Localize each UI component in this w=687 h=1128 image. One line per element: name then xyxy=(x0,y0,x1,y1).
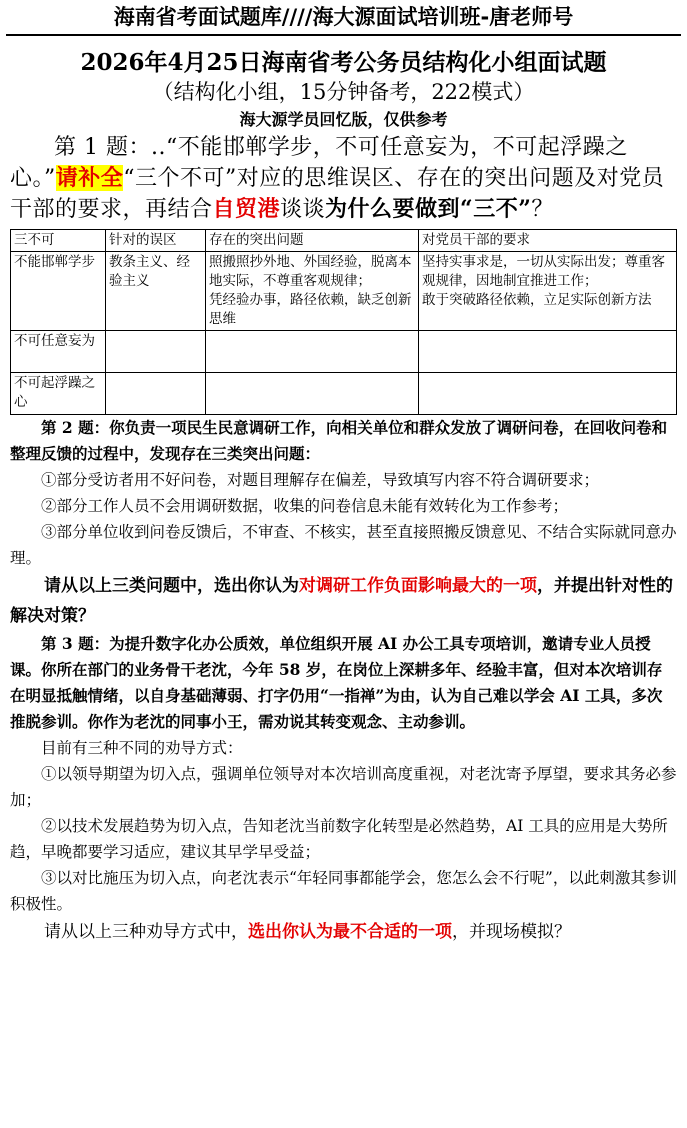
table-cell xyxy=(106,373,206,415)
question-3-ask xyxy=(10,917,677,947)
q1-end: ？ xyxy=(531,197,554,222)
question-2-ask xyxy=(10,571,677,631)
page-header: 海南省考面试题库////海大源面试培训班-唐老师号 xyxy=(6,0,681,36)
table-row xyxy=(11,373,677,415)
table-cell: 照搬照抄外地、外国经验，脱离本地实际，不尊重客观规律； 凭经验办事，路径依赖，缺乏创新思维 xyxy=(206,252,419,331)
q3-ask-suffix: ，并现场模拟？ xyxy=(452,922,571,942)
q2-ask-prefix: 请从以上三类问题中，选出你认为 xyxy=(44,576,299,596)
question-3-item: ②以技术发展趋势为切入点，告知老沈当前数字化转型是必然趋势，AI 工具的应用是大势所趋，早晚都要学习适应，建议其早学早受益； xyxy=(10,817,668,861)
table-cell xyxy=(206,373,419,415)
table-cell: 不能邯郸学步 xyxy=(11,252,106,331)
table-cell: 不可起浮躁之心 xyxy=(11,373,106,415)
table-cell: 教条主义、经验主义 xyxy=(106,252,206,331)
table-cell xyxy=(206,331,419,373)
page-subtitle: （结构化小组，15分钟备考，222模式） xyxy=(152,80,535,104)
table-header-cell: 针对的误区 xyxy=(106,230,206,252)
recall-note: 海大源学员回忆版，仅供参考 xyxy=(239,110,448,129)
q2-ask-red: 对调研工作负面影响最大的一项 xyxy=(299,576,537,596)
question-1 xyxy=(10,132,677,225)
table-header-row xyxy=(11,230,677,252)
q1-prefix: 第 1 题：..“不能邯郸学步，不可任意妄为，不可起浮躁之心。” xyxy=(10,135,628,191)
table-cell xyxy=(106,331,206,373)
question-2-intro: 第 2 题：你负责一项民生民意调研工作，向相关单位和群众发放了调研问卷，在回收问卷和整理反馈的过程中，发现存在三类突出问题： xyxy=(10,418,668,463)
table-header-cell: 对党员干部的要求 xyxy=(419,230,677,252)
question-3-lead: 目前有三种不同的劝导方式： xyxy=(41,739,243,757)
table-cell: 不可任意妄为 xyxy=(11,331,106,373)
question-3-intro: 第 3 题：为提升数字化办公质效，单位组织开展 AI 办公工具专项培训，邀请专业人员授课。你所在部门的业务骨干老沈，今年 58 岁，在岗位上深耕多年、经验丰富，但对本次培训存在明显抵触情绪，以自身基础薄弱、打字仍用“一指禅”为由，认为自己难以学会 AI 工具，多次推脱参训。你作为老沈的同事小王，需劝说其转变观念、主动参训。 xyxy=(10,634,663,731)
three-nots-table xyxy=(10,229,677,415)
q1-suffix-bold: 为什么要做到“三不” xyxy=(325,196,532,222)
q2-ask-suffix: ，并提出针对性的解决对策？ xyxy=(10,576,673,626)
q1-highlight: 请补全 xyxy=(55,165,124,191)
q1-suffix-plain: 谈谈 xyxy=(280,197,326,222)
table-cell xyxy=(419,331,677,373)
table-row xyxy=(11,331,677,373)
table-header-cell: 三不可 xyxy=(11,230,106,252)
question-2-item: ①部分受访者用不好问卷，对题目理解存在偏差，导致填写内容不符合调研要求； xyxy=(41,471,600,489)
page-title: 2026年4月25日海南省考公务员结构化小组面试题 xyxy=(80,49,607,76)
table-row xyxy=(11,252,677,331)
question-2-item: ②部分工作人员不会用调研数据，收集的问卷信息未能有效转化为工作参考； xyxy=(41,497,569,515)
q1-red-keyword: 自贸港 xyxy=(212,196,281,222)
question-3-item: ③以对比施压为切入点，向老沈表示“年轻同事都能学会，您怎么会不行呢”，以此刺激其参训积极性。 xyxy=(10,869,677,913)
table-cell: 坚持实事求是，一切从实际出发；尊重客观规律，因地制宜推进工作； 敢于突破路径依赖，立足实际创新方法 xyxy=(419,252,677,331)
q3-ask-prefix: 请从以上三种劝导方式中， xyxy=(44,922,248,942)
table-cell xyxy=(419,373,677,415)
q1-mid: “三个不可”对应的思维误区、存在的突出问题及对党员干部的要求，再结合 xyxy=(10,166,665,222)
question-3-item: ①以领导期望为切入点，强调单位领导对本次培训高度重视，对老沈寄予厚望，要求其务必参加； xyxy=(10,765,677,809)
table-header-cell: 存在的突出问题 xyxy=(206,230,419,252)
q3-ask-red: 选出你认为最不合适的一项 xyxy=(248,922,452,942)
question-2-item: ③部分单位收到问卷反馈后，不审查、不核实，甚至直接照搬反馈意见、不结合实际就同意办理。 xyxy=(10,523,677,567)
